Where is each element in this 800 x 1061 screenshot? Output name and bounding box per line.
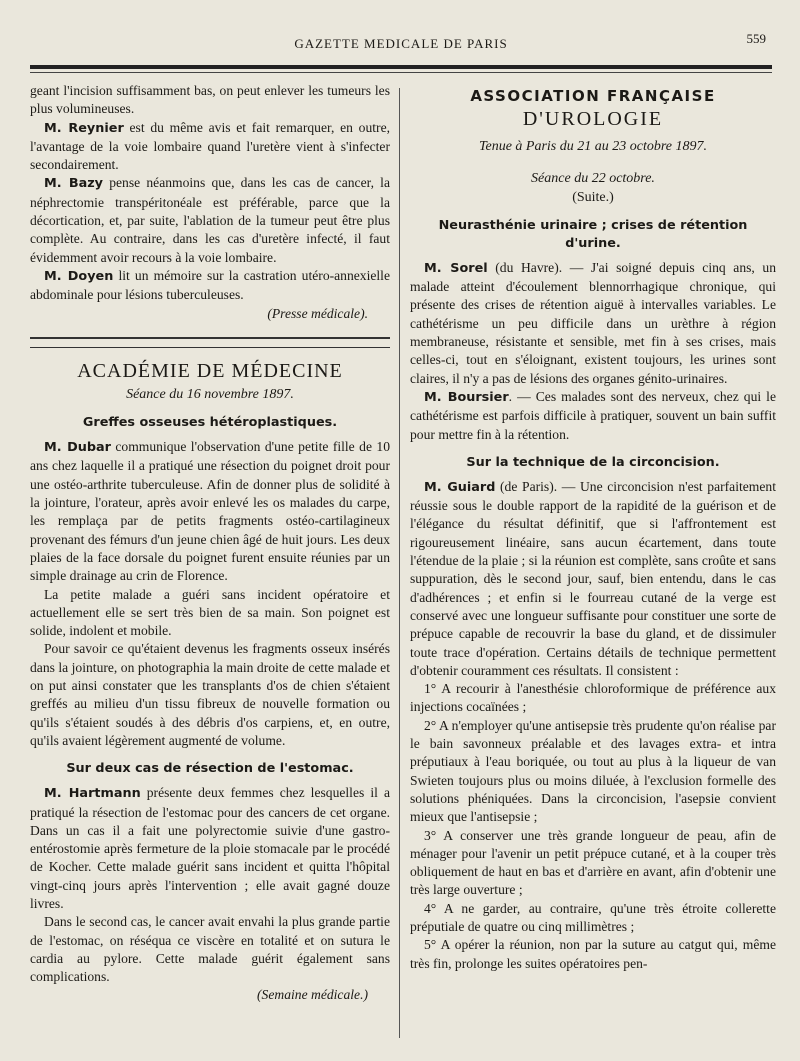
paragraph-boursier <box>410 388 776 444</box>
paragraph: La petite malade a guéri sans incident opératoire et actuellement elle se sert très bien de sa main. Son poignet est solide, indolent et mobile. <box>30 586 390 639</box>
urology-title: D'UROLOGIE <box>522 108 664 130</box>
running-title: GAZETTE MEDICALE DE PARIS <box>294 36 508 51</box>
paragraph-dubar <box>30 438 390 585</box>
paragraph-text: lit un mémoire sur la castration utéro-annexielle abdominale pour lésions tuberculeuses. <box>30 267 390 303</box>
speaker-name: M. Dubar <box>44 440 111 456</box>
list-item: 3° A conserver une très grande longueur de peau, afin de ménager pour l'avenir un petit prépuce cutané, et à la couper très obliquement de haut en bas et d'arrière en avant, afin d'obtenir une très large ouverture ; <box>410 827 776 898</box>
association-title: ASSOCIATION FRANÇAISE <box>470 87 716 105</box>
page-number: 559 <box>746 31 766 46</box>
section-separator <box>30 337 390 348</box>
section-heading-neurasthenie: Neurasthénie urinaire ; crises de rétention d'urine. <box>438 217 748 251</box>
continued-label: (Suite.) <box>572 189 614 205</box>
speaker-name: M. Doyen <box>44 268 114 284</box>
speaker-name: M. Boursier <box>424 389 509 405</box>
paragraph-text: (de Paris). — Une circoncision n'est parfaitement réussie sous le double rapport de la rapidité de la guérison et de l'élégance du résultat définitif, que si l'affrontement est rigoureusement linéaire, sans aucun écartement, dans toute l'étendue de la plaie ; si la réunion est complète, sans croûte et sans suppuration, dès le second jour, sauf, bien entendu, dans le cas d'adhérences ; et enfin si le fourreau cutané de la verge est conservé avec une longueur suffisante pour constituer une sorte de prépuce capable de recouvrir la base du gland, et de dissimuler toute trace d'opération. Certains détails de technique permettent d'obtenir couramment ces résultats. Il consistent : <box>410 478 776 678</box>
paragraph-text: présente deux femmes chez lesquelles il a pratiqué la résection de l'estomac pour des cancers de cet organe. Dans un cas il a fait une polyrectomie suivie d'une gastro-entérostomie après fermeture de la ploie stomacale par le procédé de Kocher. Cette malade guérit sans incident et quitta l'hôpital vingt-cinq jours après l'intervention ; elle avait gagné douze livres. <box>30 785 390 911</box>
list-item: 5° A opérer la réunion, non par la suture au catgut qui, même très fin, prolonge les suites opératoires pen- <box>410 937 776 971</box>
paragraph: Pour savoir ce qu'étaient devenus les fragments osseux insérés dans la jointure, on photographia la main droite de cette malade et on put ainsi constater que les transplants d'os de chien s'étaient greffés au milieu d'un tissu fibreux de nouvelle formation ou qu'ils s'étaient soudés à des débris d'os carpiens, et, en outre, qu'ils avaient légèrement augmenté de volume. <box>30 641 390 748</box>
paragraph-guiard <box>410 478 776 680</box>
speaker-name: M. Reynier <box>44 120 124 136</box>
section-heading-circoncision: Sur la technique de la circoncision. <box>466 454 720 470</box>
list-item: 2° A n'employer qu'une antisepsie très prudente qu'on réalise par le bain savonneux préalable et des lavages extra- et intra préputiaux à l'eau boriquée, ou tout au plus à la liqueur de van Swieten toujours plus ou moins diluée, à l'exclusion formelle des solutions phéniquées. Dans la circoncision, l'asepsie convient mieux que l'antisepsie ; <box>410 717 776 825</box>
page-header <box>30 26 772 58</box>
source-citation: (Semaine médicale.) <box>257 987 368 1003</box>
list-item: 1° A recourir à l'anesthésie chloroformique de préférence aux injections cocaïnées ; <box>410 681 776 715</box>
paragraph-text: (du Havre). — J'ai soigné depuis cinq ans, un malade atteint d'écoulement blennorrhagique chronique, qui présente des crises de rétention aiguë à intervalles variables. Le cathétérisme un peu difficile dans un urèthre à région membraneuse, résistante et sensible, met fin à ses crises, mais celles-ci, tout en s'éloignant, existent toujours, les urines sont claires, il n'y a pas de lésions des organes génito-urinaires. <box>410 259 777 386</box>
paragraph: Dans le second cas, le cancer avait envahi la plus grande partie de l'estomac, on réséqua ce viscère en totalité et on sutura le cardia au pylore. Cette malade guérit également sans complications. <box>30 914 390 985</box>
paragraph-continuation: geant l'incision suffisamment bas, on peut enlever les tumeurs les plus volumineuses. <box>30 83 390 117</box>
section-heading-estomac: Sur deux cas de résection de l'estomac. <box>66 761 354 777</box>
paragraph-reynier <box>30 119 390 175</box>
academy-session-date: Séance du 16 novembre 1897. <box>126 386 294 402</box>
paragraph-text: communique l'observation d'une petite fille de 10 ans chez laquelle il a pratiqué une résection du poignet droit pour une ostéo-arthrite tuberculeuse. Afin de donner plus de solidité à la jointure, l'orateur, après avoir enlevé les os malades du carpe, les remplaça par de petits fragments ostéo-cartilagineux provenant des fémurs d'un jeune chien âgé de huit jours. Les deux plaies de la face dorsale du poignet furent ensuite réunies par un simple drainage au crin de Florence. <box>30 439 391 584</box>
speaker-name: M. Sorel <box>424 260 488 276</box>
congress-dates: Tenue à Paris du 21 au 23 octobre 1897. <box>478 139 707 154</box>
right-column <box>410 82 776 973</box>
paragraph-text: est du même avis et fait remarquer, en outre, l'avantage de la voie lombaire quand l'uretère vient à s'infecter secondairement. <box>30 119 390 173</box>
list-item: 4° A ne garder, au contraire, qu'une très étroite collerette préputiale de quatre ou cinq millimètres ; <box>410 900 776 934</box>
left-column <box>30 82 390 1005</box>
paragraph-bazy <box>30 174 390 266</box>
speaker-name: M. Hartmann <box>44 786 141 802</box>
source-citation: (Presse médicale). <box>267 305 368 321</box>
academy-title: ACADÉMIE DE MÉDECINE <box>77 359 343 382</box>
section-heading-greffes: Greffes osseuses hétéroplastiques. <box>82 415 338 431</box>
paragraph-sorel <box>410 259 776 388</box>
paragraph-text: pense néanmoins que, dans les cas de cancer, la néphrectomie transpéritonéale est préférable, parce que la décortication, et, par suite, l'ablation de la tumeur peut être plus complète. Au contraire, dans les cas d'uretère infecté, il faut évidemment avoir recours à la voie lombaire. <box>30 175 390 265</box>
paragraph-hartmann <box>30 784 390 913</box>
speaker-name: M. Guiard <box>424 479 496 495</box>
paragraph-text: . — Ces malades sont des nerveux, chez qui le cathétérisme est parfois difficile à pratiquer, souvent un bain suffit pour mettre fin à la rétention. <box>410 388 776 442</box>
session-date: Séance du 22 octobre. <box>531 171 655 187</box>
speaker-name: M. Bazy <box>44 176 104 192</box>
paragraph-doyen <box>30 267 390 305</box>
header-rule-thin <box>30 72 772 73</box>
header-rule-thick <box>30 65 772 69</box>
column-divider <box>399 88 400 1038</box>
